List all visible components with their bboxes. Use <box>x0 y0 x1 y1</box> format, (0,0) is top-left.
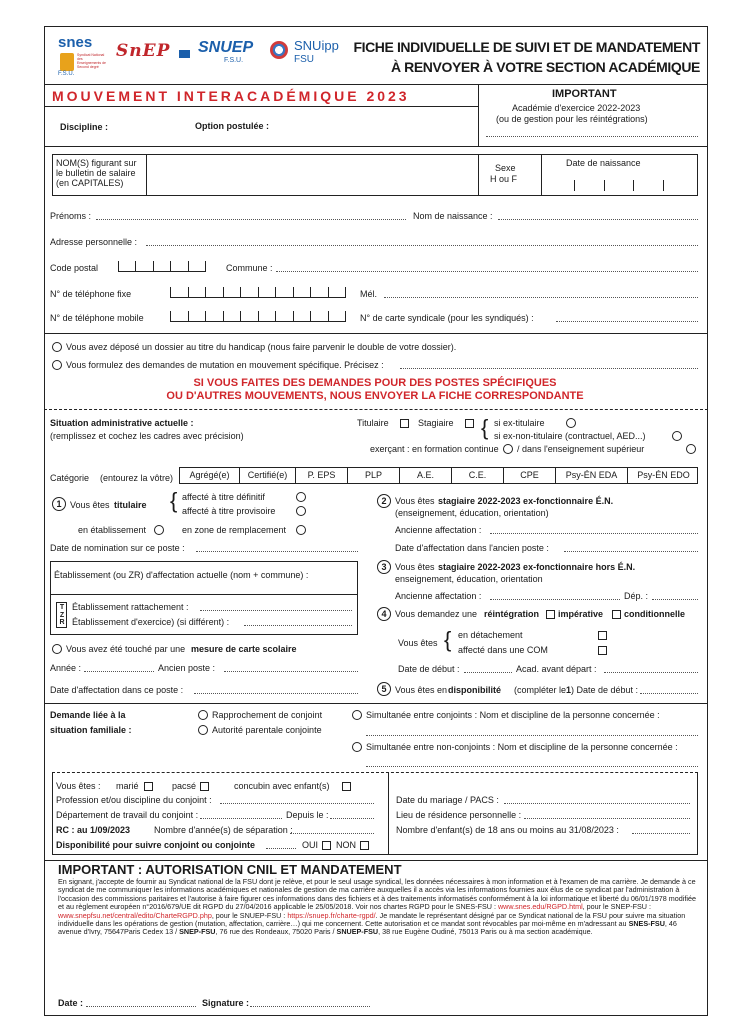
en-etablissement-label: en établissement <box>78 525 147 535</box>
separation-field[interactable] <box>290 833 374 834</box>
signature-label: Signature : <box>202 998 250 1008</box>
categorie-label: Catégorie <box>50 473 90 483</box>
sexe-divider-right <box>541 154 542 196</box>
specifique-field[interactable] <box>400 368 698 369</box>
en-etablissement-radio[interactable] <box>154 525 164 535</box>
en-zone-radio[interactable] <box>296 525 306 535</box>
date-affectation-label: Date d'affectation dans ce poste : <box>50 685 184 695</box>
date-debut-field[interactable] <box>464 672 512 673</box>
ancien-poste-label: Ancien poste : <box>158 663 216 673</box>
carte-scolaire-bold: mesure de carte scolaire <box>191 644 297 654</box>
marie-checkbox[interactable] <box>144 782 153 791</box>
detachement-checkbox[interactable] <box>598 631 607 640</box>
dispo-conjoint-label: Disponibilité pour suivre conjoint ou conjointe <box>56 840 256 850</box>
cnil-p5: , 46 avenue d'Ivry, 75647Paris Cedex 13 / <box>58 919 677 937</box>
section-3-number: 3 <box>377 560 391 574</box>
categorie-table <box>179 467 698 484</box>
nom-divider <box>146 154 147 196</box>
stagiaire-hors-sub: enseignement, éducation, orientation <box>395 574 543 584</box>
mouvement-title: MOUVEMENT INTERACADÉMIQUE 2023 <box>52 88 410 104</box>
handicap-label: Vous avez déposé un dossier au titre du handicap (nous faire parvenir le double de votre dossier). <box>66 342 457 352</box>
adresse-label: Adresse personnelle : <box>50 237 138 247</box>
code-postal-label: Code postal <box>50 263 99 273</box>
simultanee-conjoints-radio[interactable] <box>352 710 362 720</box>
vous-etes-label-1: Vous êtes <box>70 500 110 510</box>
stagiaire-hors-pre: Vous êtes <box>395 562 435 572</box>
categorie-ce[interactable]: C.E. <box>451 468 503 484</box>
depuis-label: Depuis le : <box>286 810 329 820</box>
snuep-logo-text: SNUEP <box>198 39 254 56</box>
tel-mobile-label: N° de téléphone mobile <box>50 313 144 323</box>
cnil-snuep: SNUEP-FSU <box>336 927 379 937</box>
cnil-p3: , pour le SNUEP-FSU : <box>211 910 286 920</box>
vous-etes-label-4: Vous êtes <box>398 638 438 648</box>
disponibilite-post-c: ) Date de début : <box>571 685 639 695</box>
snes-logo-mark <box>60 53 74 71</box>
com-checkbox[interactable] <box>598 646 607 655</box>
ancienne-affectation-label: Ancienne affectation : <box>395 525 482 535</box>
nom-naissance-label: Nom de naissance : <box>413 211 493 221</box>
oui-label: OUI <box>302 840 319 850</box>
si-ex-titulaire-radio[interactable] <box>566 418 576 428</box>
cnil-link-snuep[interactable]: https://snuep.fr/charte-rgpd/ <box>287 910 376 920</box>
reintegration-pre: Vous demandez une <box>395 609 478 619</box>
pacse-checkbox[interactable] <box>200 782 209 791</box>
tel-mobile-field[interactable] <box>170 311 346 322</box>
date-label: Date : <box>58 998 84 1008</box>
simultanee-non-conjoints-radio[interactable] <box>352 742 362 752</box>
sexe-divider-left <box>478 154 479 196</box>
date-nomination-label: Date de nomination sur ce poste : <box>50 543 185 553</box>
section-rule-4 <box>44 860 708 861</box>
nom-label-3: (en CAPITALES) <box>56 178 124 188</box>
rapprochement-radio[interactable] <box>198 710 208 720</box>
ancienne-affectation-field[interactable] <box>490 533 698 534</box>
acad-avant-label: Acad. avant départ : <box>516 664 597 674</box>
date-naissance-field[interactable] <box>545 180 693 191</box>
stagiaire-en-bold: stagiaire 2022-2023 ex-fonctionnaire É.N. <box>438 496 614 506</box>
nom-label-2: le bulletin de salaire <box>56 168 136 178</box>
detachement-label: en détachement <box>458 630 523 640</box>
snes-logo-text: snes <box>58 34 93 51</box>
banner-top-rule <box>44 84 708 85</box>
dispo-conjoint-dots <box>266 848 296 849</box>
com-label: affecté dans une COM <box>458 645 548 655</box>
sexe-sub: H ou F <box>490 174 518 184</box>
disponibilite-date-field[interactable] <box>640 693 698 694</box>
simultanee-non-conjoints-label: Simultanée entre non-conjoints : Nom et discipline de la personne concernée : <box>366 742 678 752</box>
titulaire-checkbox[interactable] <box>400 419 409 428</box>
profession-field[interactable] <box>220 803 374 804</box>
section-rule-3 <box>44 703 708 704</box>
departement-label: Département de travail du conjoint : <box>56 810 199 820</box>
rc-label: RC : au 1/09/2023 <box>56 825 131 835</box>
snuipp-logo-sub: FSU <box>294 54 314 65</box>
date-field[interactable] <box>86 1006 196 1007</box>
pacse-label: pacsé <box>172 781 197 791</box>
ancienne-affectation-field-2[interactable] <box>490 599 620 600</box>
depuis-field[interactable] <box>330 818 374 819</box>
gestion-label: (ou de gestion pour les réintégrations) <box>496 114 648 124</box>
etab-rattachement-label: Établissement rattachement : <box>72 602 189 612</box>
specifique-radio[interactable] <box>52 360 62 370</box>
form-title: FICHE INDIVIDUELLE DE SUIVI ET DE MANDATEMENT <box>353 39 700 55</box>
titulaire-brace: { <box>170 488 178 513</box>
cnil-link-snep[interactable]: www.snepfsu.net/central/edito/CharteRGPD.php <box>58 910 212 920</box>
date-debut-label: Date de début : <box>398 664 460 674</box>
date-mariage-label: Date du mariage / PACS : <box>396 795 499 805</box>
si-ex-non-titulaire-label: si ex-non-titulaire (contractuel, AED...) <box>494 431 646 441</box>
mel-label: Mél. <box>360 289 378 299</box>
dep-field[interactable] <box>652 599 698 600</box>
categorie-cpe[interactable]: CPE <box>503 468 555 484</box>
exercant-label: exerçant : en formation continue <box>370 444 499 454</box>
banner-divider <box>478 84 479 146</box>
marie-label: marié <box>116 781 139 791</box>
snes-logo-sub: F.S.U. <box>58 71 75 77</box>
form-subtitle: À RENVOYER À VOTRE SECTION ACADÉMIQUE <box>390 59 700 75</box>
cnil-p2: , pour le SNEP-FSU : <box>582 902 651 912</box>
section-2-number: 2 <box>377 494 391 508</box>
section-rule-2 <box>44 409 708 410</box>
situation-sub: (remplissez et cochez les cadres avec précision) <box>50 431 244 441</box>
snep-logo <box>116 40 196 66</box>
etab-exercice-label: Établissement d'exercice) (si différent) : <box>72 617 230 627</box>
snes-logo <box>58 33 114 81</box>
reintegration-bold: réintégration <box>484 609 540 619</box>
lieu-residence-label: Lieu de résidence personnelle : <box>396 810 522 820</box>
tzr-text: TZR <box>59 604 65 626</box>
cnil-snep: SNEP-FSU <box>179 927 216 937</box>
annee-field[interactable] <box>84 671 154 672</box>
disponibilite-post-a: (compléter le <box>514 685 567 695</box>
lieu-residence-field[interactable] <box>524 818 690 819</box>
ancienne-affectation-label-2: Ancienne affectation : <box>395 591 482 601</box>
snuep-logo-sub: F.S.U. <box>224 57 244 64</box>
prenoms-field[interactable] <box>96 219 406 220</box>
etab-rattachement-field[interactable] <box>200 610 352 611</box>
cnil-title: IMPORTANT : AUTORISATION CNIL ET MANDATEMENT <box>58 862 402 877</box>
nom-naissance-field[interactable] <box>498 219 698 220</box>
carte-scolaire-pre: Vous avez été touché par une <box>66 644 186 654</box>
formation-continue-radio[interactable] <box>503 444 513 454</box>
code-postal-field[interactable] <box>118 261 206 272</box>
cnil-p4: . Je mandate le représentant désigné par ce Syndicat national de la FSU pour suivre ma situation individuelle dans les opérations de gestion (mutation, affectation, carrière…) qui me concernent. Cette autorisation et ce mandat sont révocables par moi-même en m'adressant au <box>58 910 686 929</box>
departement-field[interactable] <box>200 818 282 819</box>
academie-label: Académie d'exercice 2022-2023 <box>512 103 641 113</box>
commune-label: Commune : <box>226 263 273 273</box>
famille-divider <box>388 772 389 855</box>
adresse-field[interactable] <box>146 245 698 246</box>
cnil-p1: En signant, j'accepte de fournir au Syndicat national de la FSU dont je relève, et pour le seul usage syndical, les données nécessaires à mon information et à l'examen de ma carrière. Je demande à ce syndicat de me communiquer les informations académiques et nationales de gestion de ma carrière auxquelles il a accès via les informations fournies aux élus de ce syndicat par l'administration à l'occasion des commissions paritaires et l'autorise à faire figurer ces informations dans des fichiers et à des traitements informatisés conformément à la loi informatique et liberté du 06/01/1978 modifiée et au règlement européen n°2016/679/UE dit RGPD du 27/04/2016 applicable le 25/05/2018. Voir nos chartes RGPD pour le SNES-FSU : <box>58 877 696 912</box>
cnil-snes: SNES-FSU <box>628 919 665 929</box>
affectation-box-mid <box>50 594 358 595</box>
ens-sup-radio[interactable] <box>686 444 696 454</box>
date-mariage-field[interactable] <box>504 803 690 804</box>
stagiaire-en-pre: Vous êtes <box>395 496 435 506</box>
section-5-number: 5 <box>377 682 391 696</box>
important-label: IMPORTANT <box>552 88 617 100</box>
ancien-poste-field[interactable] <box>224 671 358 672</box>
simultanee-conjoints-label: Simultanée entre conjoints : Nom et discipline de la personne concernée : <box>366 710 660 720</box>
enfants-label: Nombre d'enfant(s) de 18 ans ou moins au 31/08/2023 : <box>396 825 619 835</box>
option-label: Option postulée : <box>195 121 269 131</box>
acad-avant-field[interactable] <box>604 672 698 673</box>
stagiaire-checkbox[interactable] <box>465 419 474 428</box>
disponibilite-pre: Vous êtes en <box>395 685 448 695</box>
carte-syndicale-label: N° de carte syndicale (pour les syndiqués) : <box>360 313 534 323</box>
simultanee-non-conjoints-field[interactable] <box>366 766 698 767</box>
carte-syndicale-field[interactable] <box>556 321 698 322</box>
detachement-brace: { <box>444 627 452 652</box>
section-rule-1 <box>44 333 708 334</box>
si-ex-non-titulaire-radio[interactable] <box>672 431 682 441</box>
categorie-ae[interactable]: A.E. <box>399 468 451 484</box>
signature-field[interactable] <box>250 1006 370 1007</box>
simultanee-conjoints-field[interactable] <box>366 735 698 736</box>
banner-mid-rule <box>44 106 478 107</box>
snes-logo-caption: Syndicat National des Enseignements de Second degré <box>77 53 106 69</box>
date-ancien-poste-label: Date d'affectation dans l'ancien poste : <box>395 543 549 553</box>
stagiaire-en-sub: (enseignement, éducation, orientation) <box>395 508 549 518</box>
profession-label: Profession et/ou discipline du conjoint : <box>56 795 212 805</box>
tel-fixe-label: N° de téléphone fixe <box>50 289 132 299</box>
snuipp-logo-mark <box>270 41 288 59</box>
non-label: NON <box>336 840 356 850</box>
affecte-definitif-radio[interactable] <box>296 492 306 502</box>
cnil-text <box>58 878 698 937</box>
situation-brace: { <box>481 415 489 440</box>
date-nomination-field[interactable] <box>196 551 358 552</box>
conditionnelle-checkbox[interactable] <box>612 610 621 619</box>
snuep-logo <box>198 37 264 69</box>
banner-bottom-rule <box>44 146 708 147</box>
vous-etes-famille-label: Vous êtes : <box>56 781 101 791</box>
titulaire-label: Titulaire <box>357 418 389 428</box>
si-ex-titulaire-label: si ex-titulaire <box>494 418 545 428</box>
mel-field[interactable] <box>384 297 698 298</box>
handicap-radio[interactable] <box>52 342 62 352</box>
categorie-agrege[interactable]: Agrégé(e) <box>179 468 239 484</box>
stagiaire-label: Stagiaire <box>418 418 454 428</box>
tzr-tag <box>56 602 67 628</box>
conditionnelle-label: conditionnelle <box>624 609 686 619</box>
affecte-provisoire-radio[interactable] <box>296 506 306 516</box>
cnil-link-snes[interactable]: www.snes.edu/RGPD.html <box>497 902 583 912</box>
separation-label: Nombre d'année(s) de séparation : <box>154 825 293 835</box>
affecte-definitif-label: affecté à titre définitif <box>182 492 265 502</box>
tel-fixe-field[interactable] <box>170 287 346 298</box>
discipline-label: Discipline : <box>60 122 109 132</box>
categorie-plp[interactable]: PLP <box>347 468 399 484</box>
sexe-label: Sexe <box>495 163 516 173</box>
categorie-psy-edo[interactable]: Psy-ÉN EDO <box>627 468 699 484</box>
categorie-psy-eda[interactable]: Psy-ÉN EDA <box>555 468 627 484</box>
etab-exercice-field[interactable] <box>244 625 352 626</box>
imperative-checkbox[interactable] <box>546 610 555 619</box>
warning-line-1: SI VOUS FAITES DES DEMANDES POUR DES POSTES SPÉCIFIQUES <box>193 377 557 389</box>
disponibilite-post-b: 1 <box>566 685 572 695</box>
nom-label-1: NOM(S) figurant sur <box>56 158 137 168</box>
cnil-p6: , 76 rue des Rondeaux, 75020 Paris / <box>215 927 335 937</box>
annee-label: Année : <box>50 663 82 673</box>
familiale-title-1: Demande liée à la <box>50 710 126 720</box>
section-1-number: 1 <box>52 497 66 511</box>
section-4-number: 4 <box>377 607 391 621</box>
snep-logo-text: SnEP <box>116 41 171 61</box>
affecte-provisoire-label: affecté à titre provisoire <box>182 506 276 516</box>
categorie-peps[interactable]: P. EPS <box>295 468 347 484</box>
carte-scolaire-radio[interactable] <box>52 644 62 654</box>
concubin-checkbox[interactable] <box>342 782 351 791</box>
rapprochement-label: Rapprochement de conjoint <box>212 710 323 720</box>
prenoms-label: Prénoms : <box>50 211 92 221</box>
dep-label: Dép. : <box>624 591 649 601</box>
disponibilite-bold: disponibilité <box>448 685 501 695</box>
imperative-label: impérative <box>558 609 604 619</box>
date-naissance-label: Date de naissance <box>566 158 641 168</box>
categorie-certifie[interactable]: Certifié(e) <box>239 468 295 484</box>
commune-field[interactable] <box>276 271 698 272</box>
autorite-radio[interactable] <box>198 725 208 735</box>
enfants-field[interactable] <box>632 833 690 834</box>
autorite-label: Autorité parentale conjointe <box>212 725 322 735</box>
oui-checkbox[interactable] <box>322 841 331 850</box>
date-affectation-field[interactable] <box>194 693 358 694</box>
etab-zr-label: Établissement (ou ZR) d'affectation actuelle (nom + commune) : <box>54 570 309 580</box>
snuipp-logo-text: SNUipp <box>294 38 339 53</box>
snep-logo-mark <box>179 50 190 58</box>
non-checkbox[interactable] <box>360 841 369 850</box>
date-ancien-poste-field[interactable] <box>564 551 698 552</box>
snuipp-logo <box>268 37 352 69</box>
titulaire-bold: titulaire <box>114 500 147 510</box>
stagiaire-hors-bold: stagiaire 2022-2023 ex-fonctionnaire hors É.N. <box>438 562 636 572</box>
familiale-title-2: situation familiale : <box>50 725 132 735</box>
situation-title: Situation administrative actuelle : <box>50 418 194 428</box>
warning-line-2: OU D'AUTRES MOUVEMENTS, NOUS ENVOYER LA FICHE CORRESPONDANTE <box>166 390 584 402</box>
ens-sup-label: / dans l'enseignement supérieur <box>517 444 645 454</box>
categorie-sub: (entourez la vôtre) <box>100 473 174 483</box>
cnil-p7: , 38 rue Eugène Oudiné, 75013 Paris ou à ma section académique. <box>378 927 593 937</box>
en-zone-label: en zone de remplacement <box>182 525 287 535</box>
specifique-label: Vous formulez des demandes de mutation en mouvement spécifique. Précisez : <box>66 360 384 370</box>
academie-field[interactable] <box>486 136 698 137</box>
concubin-label: concubin avec enfant(s) <box>234 781 330 791</box>
